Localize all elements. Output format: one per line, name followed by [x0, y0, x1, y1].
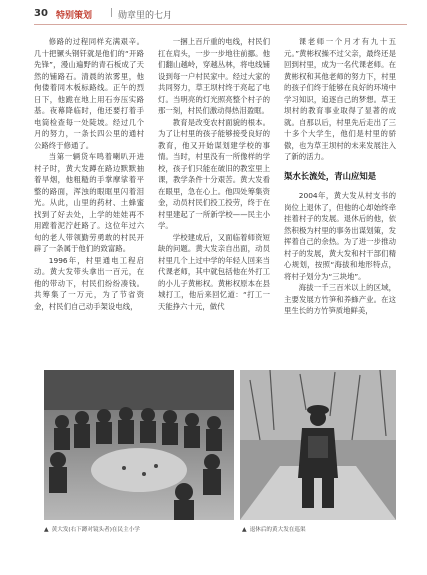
paragraph: 海拔一千三百米以上的区域，主要发展方竹笋和养蜂产业。在这里生长的方竹笋质地鲜美，	[284, 283, 396, 315]
header-title: 勋章里的七月	[118, 11, 173, 21]
photo-inspecting-canal-image	[240, 370, 396, 520]
photo-school-children-image	[44, 370, 234, 520]
caption-text: 黄大发(右下蹲对镜头者)在民主小学	[51, 527, 140, 533]
header-separator: |	[110, 8, 114, 18]
paragraph: 2004年，黄大发从村支书的岗位上退休了，但他的心却始终牵挂着村子的发展。退休后的他，依然积极为村里的事务出谋划策，发挥着自己的余热。为了进一步推动村子的发展，黄大发和村干部们精心规划，按照“海拔和地形特点，将村子划分为“三块地”。	[284, 191, 396, 281]
section-label: 特别策划	[56, 11, 93, 21]
paragraph: 教育是改变农村面貌的根本。为了让村里的孩子能够接受良好的教育，他又开始谋划建学校的事情。当时，村里没有一所像样的学校，孩子们只能在破旧的教室里上课，教学条件十分艰苦。黄大发看在眼里，急在心上。他四处筹集资金，动员村民们投工投劳，终于在村里建起了一所新学校——民主小学。	[158, 117, 270, 230]
triangle-icon: ▲	[44, 526, 49, 533]
paragraph: 学校建成后，又面临着师资短缺的问题。黄大发亲自出面，动员村里几个上过中学的年轻人回来当代课老师，其中就包括他在外打工的小儿子黄彬权。黄彬权原本在县城打工，他后来回忆道：“打工一天能挣六十元，做代	[158, 232, 270, 311]
paragraph: 修路的过程同样充满艰辛。几十把镢头钢钎就是他们的“开路先锋”，漫山遍野的青石板成了天然的铺路石。清晨的浓雾里，他佝偻着同木板标路线。正午的烈日下，他跪在地上用石夯压实路基。夜幕降临时，他还要打着手电筒检查每一处陡坡。经过几个月的努力，一条长四公里的通村公路终于修通了。	[34, 37, 144, 150]
text-column-2	[158, 36, 270, 312]
photo-school-children	[44, 370, 234, 520]
page-header	[0, 0, 427, 30]
triangle-icon: ▲	[242, 526, 247, 533]
text-column-1	[34, 36, 144, 312]
header-rule	[34, 24, 407, 25]
paragraph: 课老师一个月才有九十五元。”黄彬权操不过父亲，最终还是回到村里，成为一名代课老师。在黄彬权和其他老师的努力下，村里的孩子们终于能够在良好的环境中学习知识，追逐自己的梦想。草王坝村的教育事业取得了显著的成就。自那以后，村里先后走出了三十多个大学生，他们是村里的骄傲，也为草王坝村的未来发展注入了新的活力。	[284, 37, 396, 161]
text-column-3	[284, 36, 396, 317]
paragraph: 1996年，村里通电工程启动。黄大发带头拿出一百元，在他的带动下，村民们纷纷凑钱。共筹集了一万元，为了节省资金，村民们自己动手架设电线，	[34, 255, 144, 311]
page-number: 30	[34, 8, 48, 19]
paragraph: 当第一辆货车鸣着喇叭开进村子时，黄大发蹲在路边默默抽着旱烟，他粗糙的手掌摩挲着平整的路面，浑浊的眼眶里闪着泪光。从此，山里的药材、土蜂蜜找到了好去处，上学的娃娃再不用蹚着泥泞赶路了。这位年过六旬的老人带领勤劳勇敢的村民开辟了一条属于他们的致富路。	[34, 152, 144, 253]
paragraph: 一捆上百斤重的电线，村民们扛在肩头，一步一步地往前挪。他们翻山越岭，穿越丛林，将电线铺设到每一户村民家中。经过大家的共同努力，草王坝村终于亮起了电灯。当明亮的灯光照亮整个村子的那一刻，村民们激动得热泪盈眶。	[158, 37, 270, 115]
photo-caption-1	[44, 525, 140, 533]
section-subheading: 渠水长流处，青山应知是	[284, 170, 377, 181]
photo-inspecting-canal	[240, 370, 396, 520]
photo-caption-2	[242, 525, 306, 533]
caption-text: 退休后的黄大发在巡渠	[249, 527, 306, 533]
